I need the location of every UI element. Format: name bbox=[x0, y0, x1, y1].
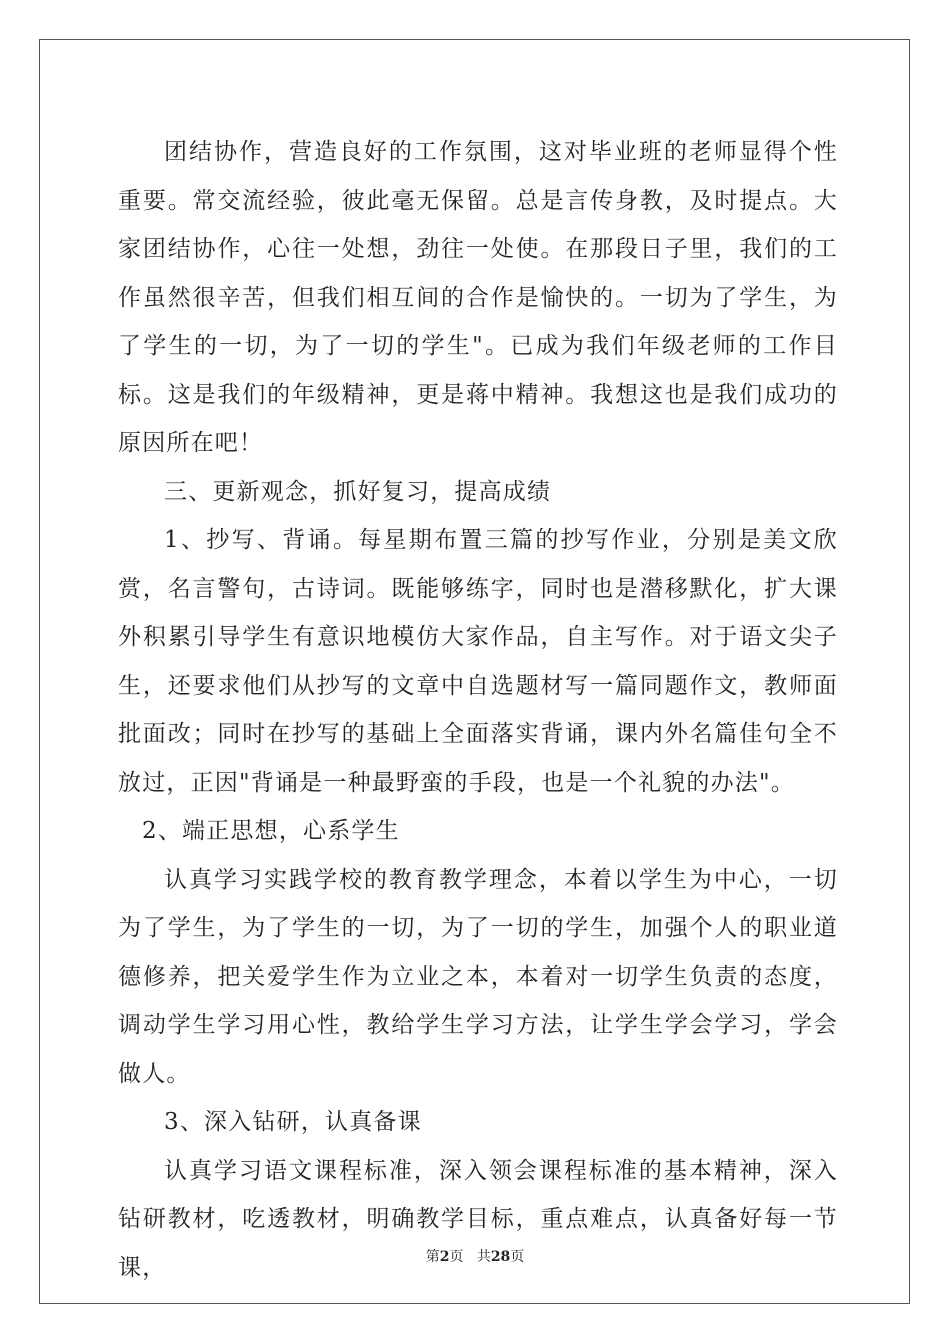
footer-page-number: 2 bbox=[439, 1249, 450, 1265]
subheading-lesson-prep: 3、深入钻研，认真备课 bbox=[164, 1109, 422, 1135]
footer-page-unit: 页 bbox=[449, 1249, 464, 1265]
paragraph-copy-recite: 1、抄写、背诵。每星期布置三篇的抄写作业，分别是美文欣赏，名言警句，古诗词。既能够练字，同时也是潜移默化，扩大课外积累引导学生有意识地模仿大家作品，自主写作。对于语文尖子生，还要求他们从抄写的文章中自选题材写一篇同题作文，教师面批面改；同时在抄写的基础上全面落实背诵，课内外名篇佳句全不放过，正因"背诵是一种最野蛮的手段，也是一个礼貌的办法"。 bbox=[118, 527, 838, 796]
paragraph-attitude: 认真学习实践学校的教育教学理念，本着以学生为中心，一切为了学生，为了学生的一切，为了一切的学生，加强个人的职业道德修养，把关爱学生作为立业之本，本着对一切学生负责的态度，调动学生学习用心性，教给学生学习方法，让学生学会学习，学会做人。 bbox=[118, 866, 838, 1087]
section-heading-3: 三、更新观念，抓好复习，提高成绩 bbox=[164, 478, 552, 505]
footer-total-prefix: 共 bbox=[476, 1249, 491, 1265]
page-footer bbox=[0, 1246, 950, 1266]
footer-total-unit: 页 bbox=[510, 1249, 525, 1265]
footer-total-pages: 28 bbox=[490, 1249, 511, 1265]
subheading-attitude: 2、端正思想，心系学生 bbox=[142, 818, 400, 844]
footer-prefix: 第 bbox=[425, 1249, 440, 1265]
paragraph-lesson-prep: 认真学习语文课程标准，深入领会课程标准的基本精神，深入钻研教材，吃透教材，明确教学目标，重点难点，认真备好每一节课， bbox=[118, 1157, 838, 1281]
document-body bbox=[118, 128, 838, 1292]
paragraph-teamwork: 团结协作，营造良好的工作氛围，这对毕业班的老师显得个性重要。常交流经验，彼此毫无保留。总是言传身教，及时提点。大家团结协作，心往一处想，劲往一处使。在那段日子里，我们的工作虽然很辛苦，但我们相互间的合作是愉快的。一切为了学生，为了学生的一切，为了一切的学生"。已成为我们年级老师的工作目标。这是我们的年级精神，更是蒋中精神。我想这也是我们成功的原因所在吧！ bbox=[118, 139, 838, 456]
